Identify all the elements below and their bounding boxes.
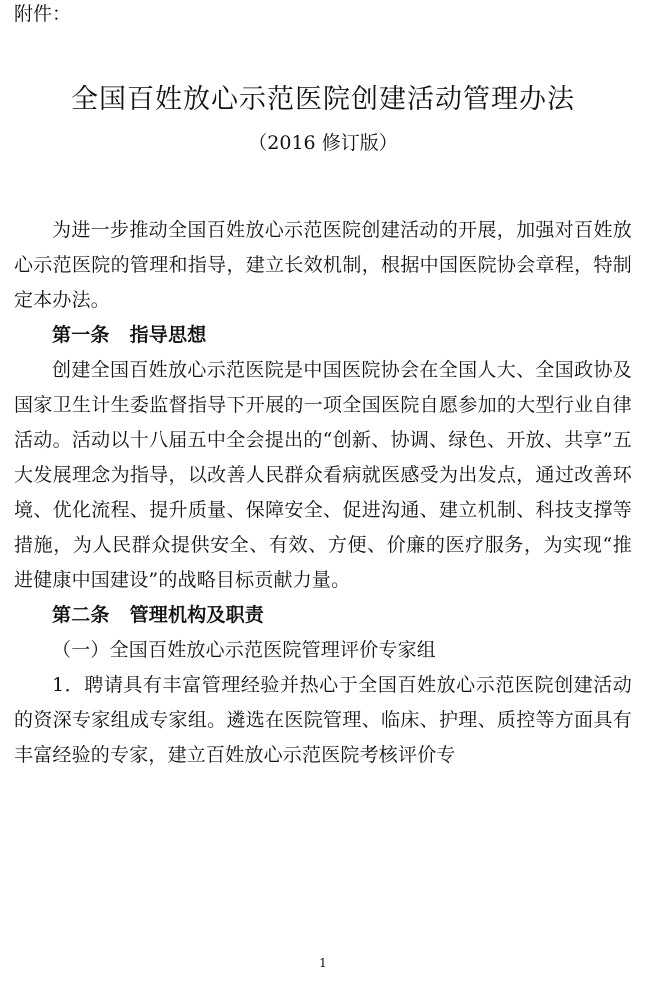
- article-1-heading: [14, 318, 632, 353]
- article-2-section-1-title: （一）全国百姓放心示范医院管理评价专家组: [52, 639, 437, 661]
- article-1-title: 指导思想: [129, 324, 207, 346]
- article-1-body: 创建全国百姓放心示范医院是中国医院协会在全国人大、全国政协及国家卫生计生委监督指导下开展的一项全国医院自愿参加的大型行业自律活动。活动以十八届五中全会提出的“创新、协调、绿色、开放、共享”五大发展理念为指导，以改善人民群众看病就医感受为出发点，通过改善环境、优化流程、提升质量、保障安全、促进沟通、建立机制、科技支撑等措施，为人民群众提供安全、有效、方便、价廉的医疗服务，为实现“推进健康中国建设”的战略目标贡献力量。: [14, 359, 632, 591]
- document-subtitle: （2016 修订版）: [248, 132, 398, 154]
- intro-paragraph: 为进一步推动全国百姓放心示范医院创建活动的开展，加强对百姓放心示范医院的管理和指导，建立长效机制，根据中国医院协会章程，特制定本办法。: [14, 219, 632, 311]
- article-2-heading: [14, 598, 632, 633]
- document-title: 全国百姓放心示范医院创建活动管理办法: [71, 84, 575, 115]
- page-number: 1: [319, 956, 327, 970]
- document-body: [14, 213, 632, 773]
- article-2-item-1: 1．聘请具有丰富管理经验并热心于全国百姓放心示范医院创建活动的资深专家组成专家组。遴选在医院管理、临床、护理、质控等方面具有丰富经验的专家，建立百姓放心示范医院考核评价专: [14, 674, 632, 766]
- article-1-number: 第一条: [52, 324, 110, 346]
- article-2-number: 第二条: [52, 604, 110, 626]
- article-2-title: 管理机构及职责: [129, 604, 265, 626]
- attachment-label: 附件：: [14, 3, 72, 25]
